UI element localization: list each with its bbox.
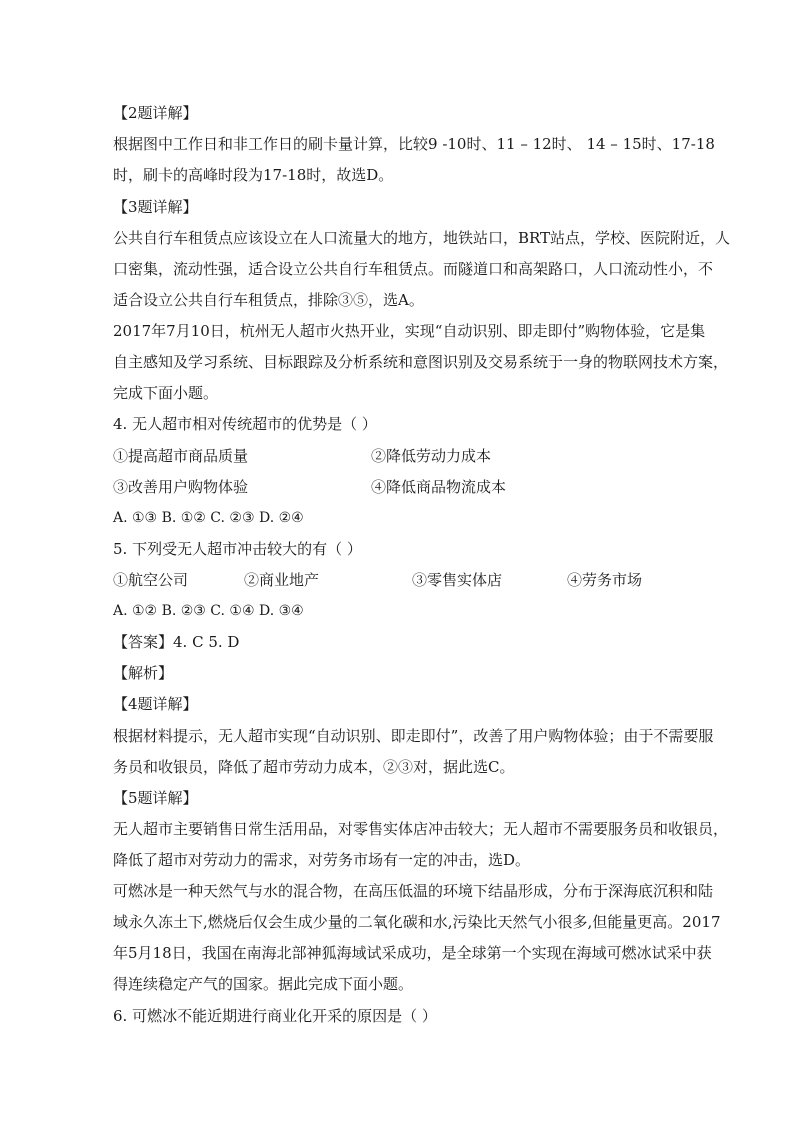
q5-detail-line-1: 无人超市主要销售日常生活用品，对零售实体店冲击较大；无人超市不需要服务员和收银员， [113,820,729,838]
material-1-line-3: 完成下面小题。 [113,384,219,402]
analysis-heading: 【解析】 [113,664,174,682]
q3-detail-line-1: 公共自行车租赁点应该设立在人口流量大的地方，地铁站口，BRT站点，学校、医院附近，人 [113,229,731,247]
material-2-line-3: 年5月18日，我国在南海北部神狐海域试采成功，是全球第一个实现在海域可燃冰试采中获 [113,944,712,962]
q5-detail-heading: 【5题详解】 [113,789,198,807]
material-2-line-2: 域永久冻土下,燃烧后仅会生成少量的二氧化碳和水,污染比天然气小很多,但能量更高。2017 [113,913,721,931]
q4-detail-line-1: 根据材料提示，无人超市实现“自动识别、即走即付”，改善了用户购物体验；由于不需要服 [113,727,714,745]
q2-detail-line-2: 时，刷卡的高峰时段为17-18时，故选D。 [113,166,394,184]
q2-detail-heading: 【2题详解】 [113,104,198,122]
question-5-option-1: ①航空公司 [113,571,189,589]
q4-detail-line-2: 务员和收银员，降低了超市劳动力成本，②③对，据此选C。 [113,758,515,776]
question-5-stem: 5. 下列受无人超市冲击较大的有（ ） [113,540,362,558]
question-4-option-3: ③改善用户购物体验 [113,478,249,496]
question-4-stem: 4. 无人超市相对传统超市的优势是（ ） [113,415,377,433]
question-5-option-4: ④劳务市场 [567,571,643,589]
answer-line: 【答案】4. C 5. D [113,633,240,651]
material-1-line-2: 自主感知及学习系统、目标跟踪及分析系统和意图识别及交易系统于一身的物联网技术方案， [113,353,729,371]
question-4-choices: A. ①③ B. ①② C. ②③ D. ②④ [113,510,304,526]
question-4-option-2: ②降低劳动力成本 [371,447,492,465]
q4-detail-heading: 【4题详解】 [113,695,198,713]
question-6-stem: 6. 可燃冰不能近期进行商业化开采的原因是（ ） [113,1007,437,1025]
q3-detail-line-2: 口密集，流动性强，适合设立公共自行车租赁点。而隧道口和高架路口，人口流动性小，不 [113,260,714,278]
q2-detail-line-1: 根据图中工作日和非工作日的刷卡量计算，比较9 -10时、11 – 12时、 14 – 15时、17-18 [113,135,715,153]
material-2-line-4: 得连续稳定产气的国家。据此完成下面小题。 [113,975,414,993]
question-4-option-1: ①提高超市商品质量 [113,447,249,465]
q5-detail-line-2: 降低了超市对劳动力的需求，对劳务市场有一定的冲击，选D。 [113,851,531,869]
question-5-choices: A. ①② B. ②③ C. ①④ D. ③④ [113,603,304,619]
q3-detail-line-3: 适合设立公共自行车租赁点，排除③⑤，选A。 [113,291,424,309]
q3-detail-heading: 【3题详解】 [113,198,198,216]
material-1-line-1: 2017年7月10日，杭州无人超市火热开业，实现“自动识别、即走即付”购物体验，它是集 [113,322,706,340]
question-4-option-4: ④降低商品物流成本 [371,478,507,496]
question-5-option-2: ②商业地产 [244,571,320,589]
material-2-line-1: 可燃冰是一种天然气与水的混合物，在高压低温的环境下结晶形成，分布于深海底沉积和陆 [113,882,714,900]
question-5-option-3: ③零售实体店 [412,571,503,589]
